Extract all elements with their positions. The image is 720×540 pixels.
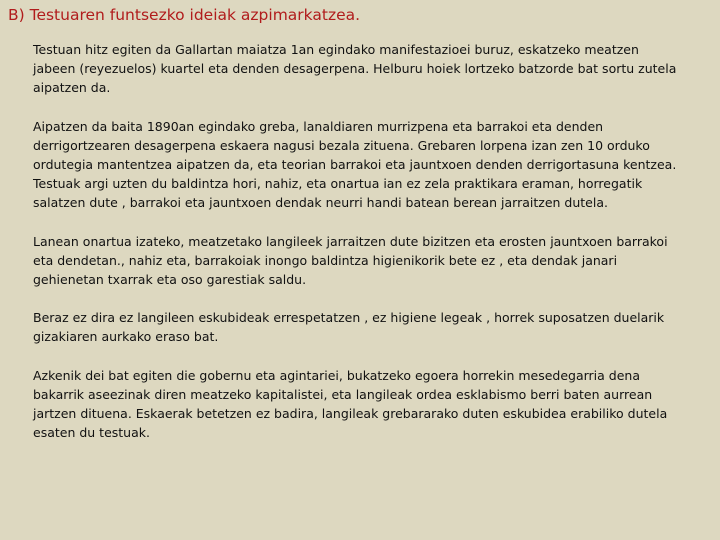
slide-body xyxy=(33,40,685,461)
slide-title: B) Testuaren funtsezko ideiak azpimarkatzea. xyxy=(8,6,361,24)
paragraph-3: Lanean onartua izateko, meatzetako langileek jarraitzen dute bizitzen eta erosten jauntxoen barrakoi eta dendetan., nahiz eta, barrakoiak inongo baldintza higienikorik bete ez , eta dendak janari gehienetan txarrak eta oso garestiak saldu. xyxy=(33,233,668,288)
paragraph-4: Beraz ez dira ez langileen eskubideak errespetatzen , ez higiene legeak , horrek suposatzen duelarik gizakiaren aurkako eraso bat. xyxy=(33,310,665,345)
paragraph-1: Testuan hitz egiten da Gallartan maiatza 1an egindako manifestazioei buruz, eskatzeko meatzen jabeen (reyezuelos) kuartel eta denden desagerpena. Helburu hoiek lortzeko batzorde bat sortu zutela aipatzen da. xyxy=(33,42,677,96)
paragraph-2: Aipatzen da baita 1890an egindako greba, lanaldiaren murrizpena eta barrakoi eta denden derrigortzearen desagerpena eskaera nagusi bezala zituena. Grebaren lorpena izan zen 10 orduko ordutegia mantentzea aipatzen da, eta teorian barrakoi eta jauntxoen denden derrigortasuna kentzea. Testuak argi uzten du baldintza hori, nahiz, eta onartua ian ez zela praktikara eraman, horregatik salatzen dute , barrakoi eta jauntxoen dendak neurri handi batean berean jarraitzen dutela. xyxy=(33,118,677,211)
paragraph-5: Azkenik dei bat egiten die gobernu eta agintariei, bukatzeko egoera horrekin mesedegarria dena bakarrik aseezinak diren meatzeko kapitalistei, eta langileak ordea esklabismo berri baten aurrean jartzen dituena. Eskaerak betetzen ez badira, langileak grebararako duten eskubidea erabiliko dutela esaten du testuak. xyxy=(33,367,668,441)
